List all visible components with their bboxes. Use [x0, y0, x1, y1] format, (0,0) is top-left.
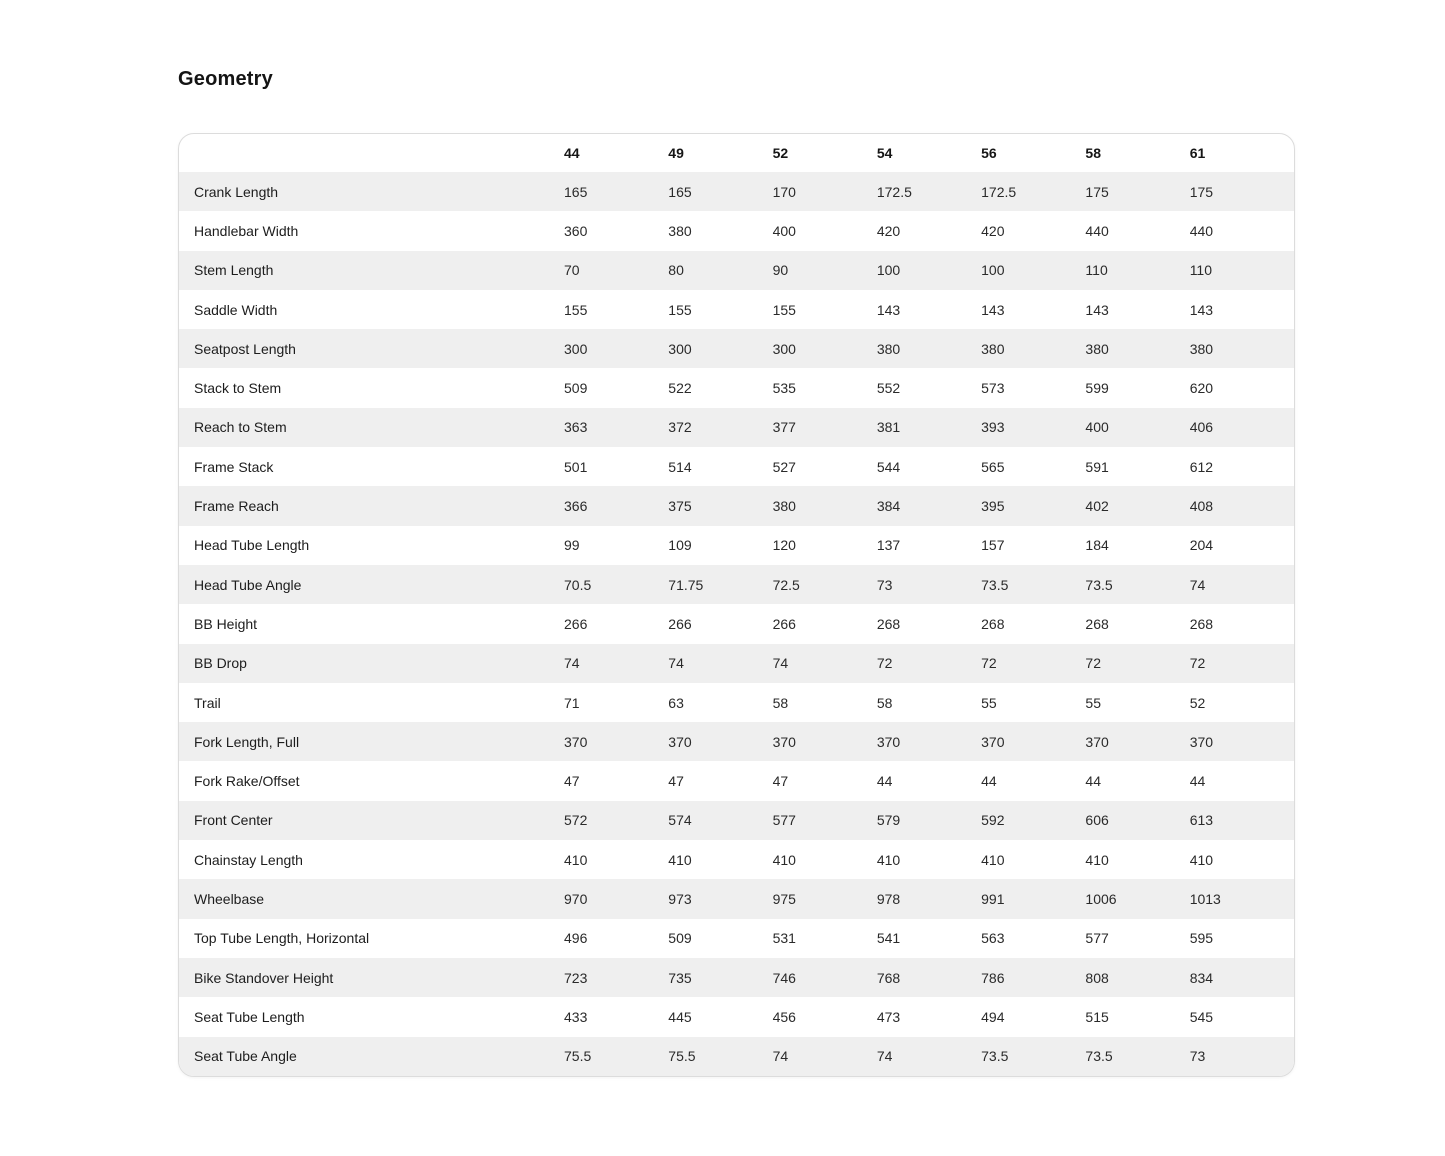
cell-value: 268	[981, 615, 1005, 632]
cell-value: 544	[876, 458, 901, 475]
column-header: 44	[564, 145, 580, 161]
cell-value: 165	[668, 183, 692, 200]
row-label: Handlebar Width	[194, 222, 299, 239]
cell-value: 612	[1189, 458, 1214, 475]
cell-value: 408	[1189, 498, 1214, 515]
cell-value: 545	[1189, 1008, 1214, 1025]
cell-value: 360	[564, 222, 588, 239]
cell-value: 73.5	[981, 1048, 1009, 1065]
table-row	[179, 172, 1294, 211]
cell-value: 143	[1189, 301, 1214, 318]
row-label: Fork Rake/Offset	[194, 773, 300, 790]
cell-value: 393	[981, 419, 1005, 436]
cell-value: 73.5	[981, 576, 1009, 593]
cell-value: 522	[668, 380, 692, 397]
cell-value: 52	[1189, 694, 1206, 711]
cell-value: 723	[564, 969, 588, 986]
row-label: Fork Length, Full	[194, 733, 300, 750]
cell-value: 613	[1189, 812, 1214, 829]
column-header: 54	[876, 145, 893, 161]
table-row	[179, 840, 1294, 879]
cell-value: 74	[1189, 576, 1206, 593]
cell-value: 496	[564, 930, 588, 947]
cell-value: 75.5	[564, 1048, 592, 1065]
cell-value: 577	[772, 812, 796, 829]
cell-value: 370	[981, 733, 1005, 750]
cell-value: 74	[772, 655, 789, 672]
cell-value: 380	[668, 222, 692, 239]
cell-value: 380	[772, 498, 796, 515]
cell-value: 1013	[1189, 890, 1221, 907]
row-label: Seatpost Length	[194, 340, 296, 357]
cell-value: 370	[564, 733, 588, 750]
cell-value: 579	[876, 812, 901, 829]
table-row	[179, 486, 1294, 525]
cell-value: 70.5	[564, 576, 592, 593]
cell-value: 735	[668, 969, 692, 986]
table-row	[179, 1037, 1294, 1076]
cell-value: 410	[1189, 851, 1214, 868]
cell-value: 74	[876, 1048, 893, 1065]
row-label: BB Drop	[194, 655, 247, 672]
cell-value: 552	[876, 380, 901, 397]
cell-value: 400	[1085, 419, 1109, 436]
row-label: Stack to Stem	[194, 380, 282, 397]
cell-value: 74	[668, 655, 684, 672]
table-row	[179, 644, 1294, 683]
cell-value: 74	[772, 1048, 789, 1065]
cell-value: 155	[564, 301, 588, 318]
table-row	[179, 801, 1294, 840]
cell-value: 509	[564, 380, 588, 397]
cell-value: 440	[1085, 222, 1109, 239]
cell-value: 541	[876, 930, 901, 947]
table-row	[179, 997, 1294, 1036]
cell-value: 400	[772, 222, 796, 239]
cell-value: 44	[981, 773, 997, 790]
cell-value: 970	[564, 890, 588, 907]
cell-value: 72	[876, 655, 893, 672]
geometry-table	[179, 134, 1294, 1076]
cell-value: 300	[772, 340, 796, 357]
table-row	[179, 722, 1294, 761]
geometry-table-card	[178, 133, 1295, 1077]
cell-value: 410	[564, 851, 588, 868]
row-label: Frame Stack	[194, 458, 274, 475]
cell-value: 620	[1189, 380, 1214, 397]
cell-value: 120	[772, 537, 796, 554]
cell-value: 786	[981, 969, 1005, 986]
cell-value: 384	[876, 498, 901, 515]
cell-value: 73	[1189, 1048, 1206, 1065]
row-label: Top Tube Length, Horizontal	[194, 930, 370, 947]
cell-value: 375	[668, 498, 692, 515]
cell-value: 47	[772, 773, 789, 790]
column-header: 61	[1189, 145, 1206, 161]
cell-value: 73	[876, 576, 893, 593]
row-label: Head Tube Angle	[194, 576, 302, 593]
cell-value: 410	[981, 851, 1005, 868]
table-row	[179, 604, 1294, 643]
cell-value: 80	[668, 262, 684, 279]
cell-value: 157	[981, 537, 1005, 554]
cell-value: 370	[1189, 733, 1214, 750]
cell-value: 72	[1189, 655, 1206, 672]
cell-value: 75.5	[668, 1048, 696, 1065]
header-label-spacer	[179, 134, 564, 172]
cell-value: 73.5	[1085, 576, 1113, 593]
cell-value: 768	[876, 969, 901, 986]
cell-value: 155	[668, 301, 692, 318]
cell-value: 143	[876, 301, 901, 318]
cell-value: 410	[668, 851, 692, 868]
cell-value: 184	[1085, 537, 1109, 554]
table-row	[179, 368, 1294, 407]
cell-value: 515	[1085, 1008, 1109, 1025]
cell-value: 172.5	[876, 183, 912, 200]
cell-value: 494	[981, 1008, 1005, 1025]
cell-value: 531	[772, 930, 796, 947]
cell-value: 599	[1085, 380, 1109, 397]
cell-value: 420	[981, 222, 1005, 239]
cell-value: 973	[668, 890, 692, 907]
cell-value: 90	[772, 262, 789, 279]
cell-value: 47	[564, 773, 580, 790]
table-row	[179, 408, 1294, 447]
cell-value: 406	[1189, 419, 1214, 436]
cell-value: 266	[564, 615, 588, 632]
cell-value: 395	[981, 498, 1005, 515]
cell-value: 1006	[1085, 890, 1117, 907]
row-label: Seat Tube Angle	[194, 1048, 297, 1065]
cell-value: 380	[1085, 340, 1109, 357]
row-label: Head Tube Length	[194, 537, 310, 554]
table-row	[179, 958, 1294, 997]
table-row	[179, 290, 1294, 329]
cell-value: 577	[1085, 930, 1109, 947]
column-header: 56	[981, 145, 997, 161]
cell-value: 456	[772, 1008, 796, 1025]
cell-value: 175	[1189, 183, 1214, 200]
cell-value: 592	[981, 812, 1005, 829]
cell-value: 266	[772, 615, 796, 632]
column-header: 52	[772, 145, 789, 161]
cell-value: 55	[1085, 694, 1101, 711]
row-label: Front Center	[194, 812, 273, 829]
cell-value: 410	[772, 851, 796, 868]
cell-value: 137	[876, 537, 901, 554]
cell-value: 44	[1085, 773, 1101, 790]
row-label: Seat Tube Length	[194, 1008, 305, 1025]
row-label: Crank Length	[194, 183, 279, 200]
cell-value: 372	[668, 419, 692, 436]
cell-value: 746	[772, 969, 796, 986]
cell-value: 268	[1189, 615, 1214, 632]
cell-value: 155	[772, 301, 796, 318]
row-label: Reach to Stem	[194, 419, 287, 436]
row-label: Saddle Width	[194, 301, 278, 318]
cell-value: 100	[981, 262, 1005, 279]
cell-value: 527	[772, 458, 796, 475]
cell-value: 573	[981, 380, 1005, 397]
cell-value: 165	[564, 183, 588, 200]
cell-value: 73.5	[1085, 1048, 1113, 1065]
cell-value: 808	[1085, 969, 1109, 986]
cell-value: 370	[772, 733, 796, 750]
cell-value: 380	[1189, 340, 1214, 357]
cell-value: 410	[1085, 851, 1109, 868]
row-label: Wheelbase	[194, 890, 265, 907]
cell-value: 606	[1085, 812, 1109, 829]
cell-value: 172.5	[981, 183, 1017, 200]
row-label: Chainstay Length	[194, 851, 303, 868]
cell-value: 370	[1085, 733, 1109, 750]
cell-value: 370	[876, 733, 901, 750]
cell-value: 595	[1189, 930, 1214, 947]
cell-value: 440	[1189, 222, 1214, 239]
cell-value: 109	[668, 537, 692, 554]
cell-value: 71.75	[668, 576, 704, 593]
cell-value: 71	[564, 694, 580, 711]
cell-value: 834	[1189, 969, 1214, 986]
cell-value: 99	[564, 537, 580, 554]
cell-value: 380	[876, 340, 901, 357]
cell-value: 380	[981, 340, 1005, 357]
cell-value: 509	[668, 930, 692, 947]
cell-value: 991	[981, 890, 1005, 907]
row-label: Bike Standover Height	[194, 969, 334, 986]
cell-value: 72	[981, 655, 997, 672]
cell-value: 565	[981, 458, 1005, 475]
cell-value: 445	[668, 1008, 692, 1025]
cell-value: 143	[1085, 301, 1109, 318]
cell-value: 363	[564, 419, 588, 436]
page-title: Geometry	[178, 68, 273, 90]
cell-value: 266	[668, 615, 692, 632]
table-row	[179, 447, 1294, 486]
row-label: BB Height	[194, 615, 258, 632]
column-header: 49	[668, 145, 684, 161]
column-header: 58	[1085, 145, 1101, 161]
cell-value: 44	[1189, 773, 1206, 790]
cell-value: 366	[564, 498, 588, 515]
cell-value: 377	[772, 419, 796, 436]
cell-value: 473	[876, 1008, 901, 1025]
cell-value: 47	[668, 773, 684, 790]
cell-value: 110	[1085, 262, 1108, 279]
cell-value: 58	[876, 694, 893, 711]
table-row	[179, 211, 1294, 250]
cell-value: 420	[876, 222, 901, 239]
cell-value: 514	[668, 458, 692, 475]
cell-value: 410	[876, 851, 901, 868]
row-label: Frame Reach	[194, 498, 279, 515]
cell-value: 381	[876, 419, 901, 436]
cell-value: 978	[876, 890, 901, 907]
table-row	[179, 879, 1294, 918]
cell-value: 63	[668, 694, 684, 711]
cell-value: 170	[772, 183, 796, 200]
cell-value: 55	[981, 694, 997, 711]
cell-value: 535	[772, 380, 796, 397]
cell-value: 74	[564, 655, 580, 672]
row-label: Stem Length	[194, 262, 274, 279]
cell-value: 433	[564, 1008, 588, 1025]
cell-value: 501	[564, 458, 588, 475]
cell-value: 175	[1085, 183, 1109, 200]
cell-value: 591	[1085, 458, 1109, 475]
cell-value: 268	[1085, 615, 1109, 632]
cell-value: 110	[1189, 262, 1213, 279]
cell-value: 100	[876, 262, 901, 279]
cell-value: 72	[1085, 655, 1101, 672]
geometry-table-body	[179, 172, 1294, 1076]
table-row	[179, 761, 1294, 800]
cell-value: 370	[668, 733, 692, 750]
cell-value: 300	[564, 340, 588, 357]
cell-value: 268	[876, 615, 901, 632]
table-row	[179, 251, 1294, 290]
row-label: Trail	[194, 694, 221, 711]
cell-value: 70	[564, 262, 580, 279]
cell-value: 572	[564, 812, 588, 829]
cell-value: 574	[668, 812, 692, 829]
table-row	[179, 329, 1294, 368]
cell-value: 143	[981, 301, 1005, 318]
cell-value: 975	[772, 890, 796, 907]
header-row	[179, 134, 1294, 172]
cell-value: 402	[1085, 498, 1109, 515]
cell-value: 204	[1189, 537, 1214, 554]
table-row	[179, 683, 1294, 722]
table-row	[179, 565, 1294, 604]
cell-value: 58	[772, 694, 789, 711]
cell-value: 563	[981, 930, 1005, 947]
table-row	[179, 526, 1294, 565]
table-row	[179, 919, 1294, 958]
cell-value: 44	[876, 773, 893, 790]
cell-value: 300	[668, 340, 692, 357]
cell-value: 72.5	[772, 576, 800, 593]
